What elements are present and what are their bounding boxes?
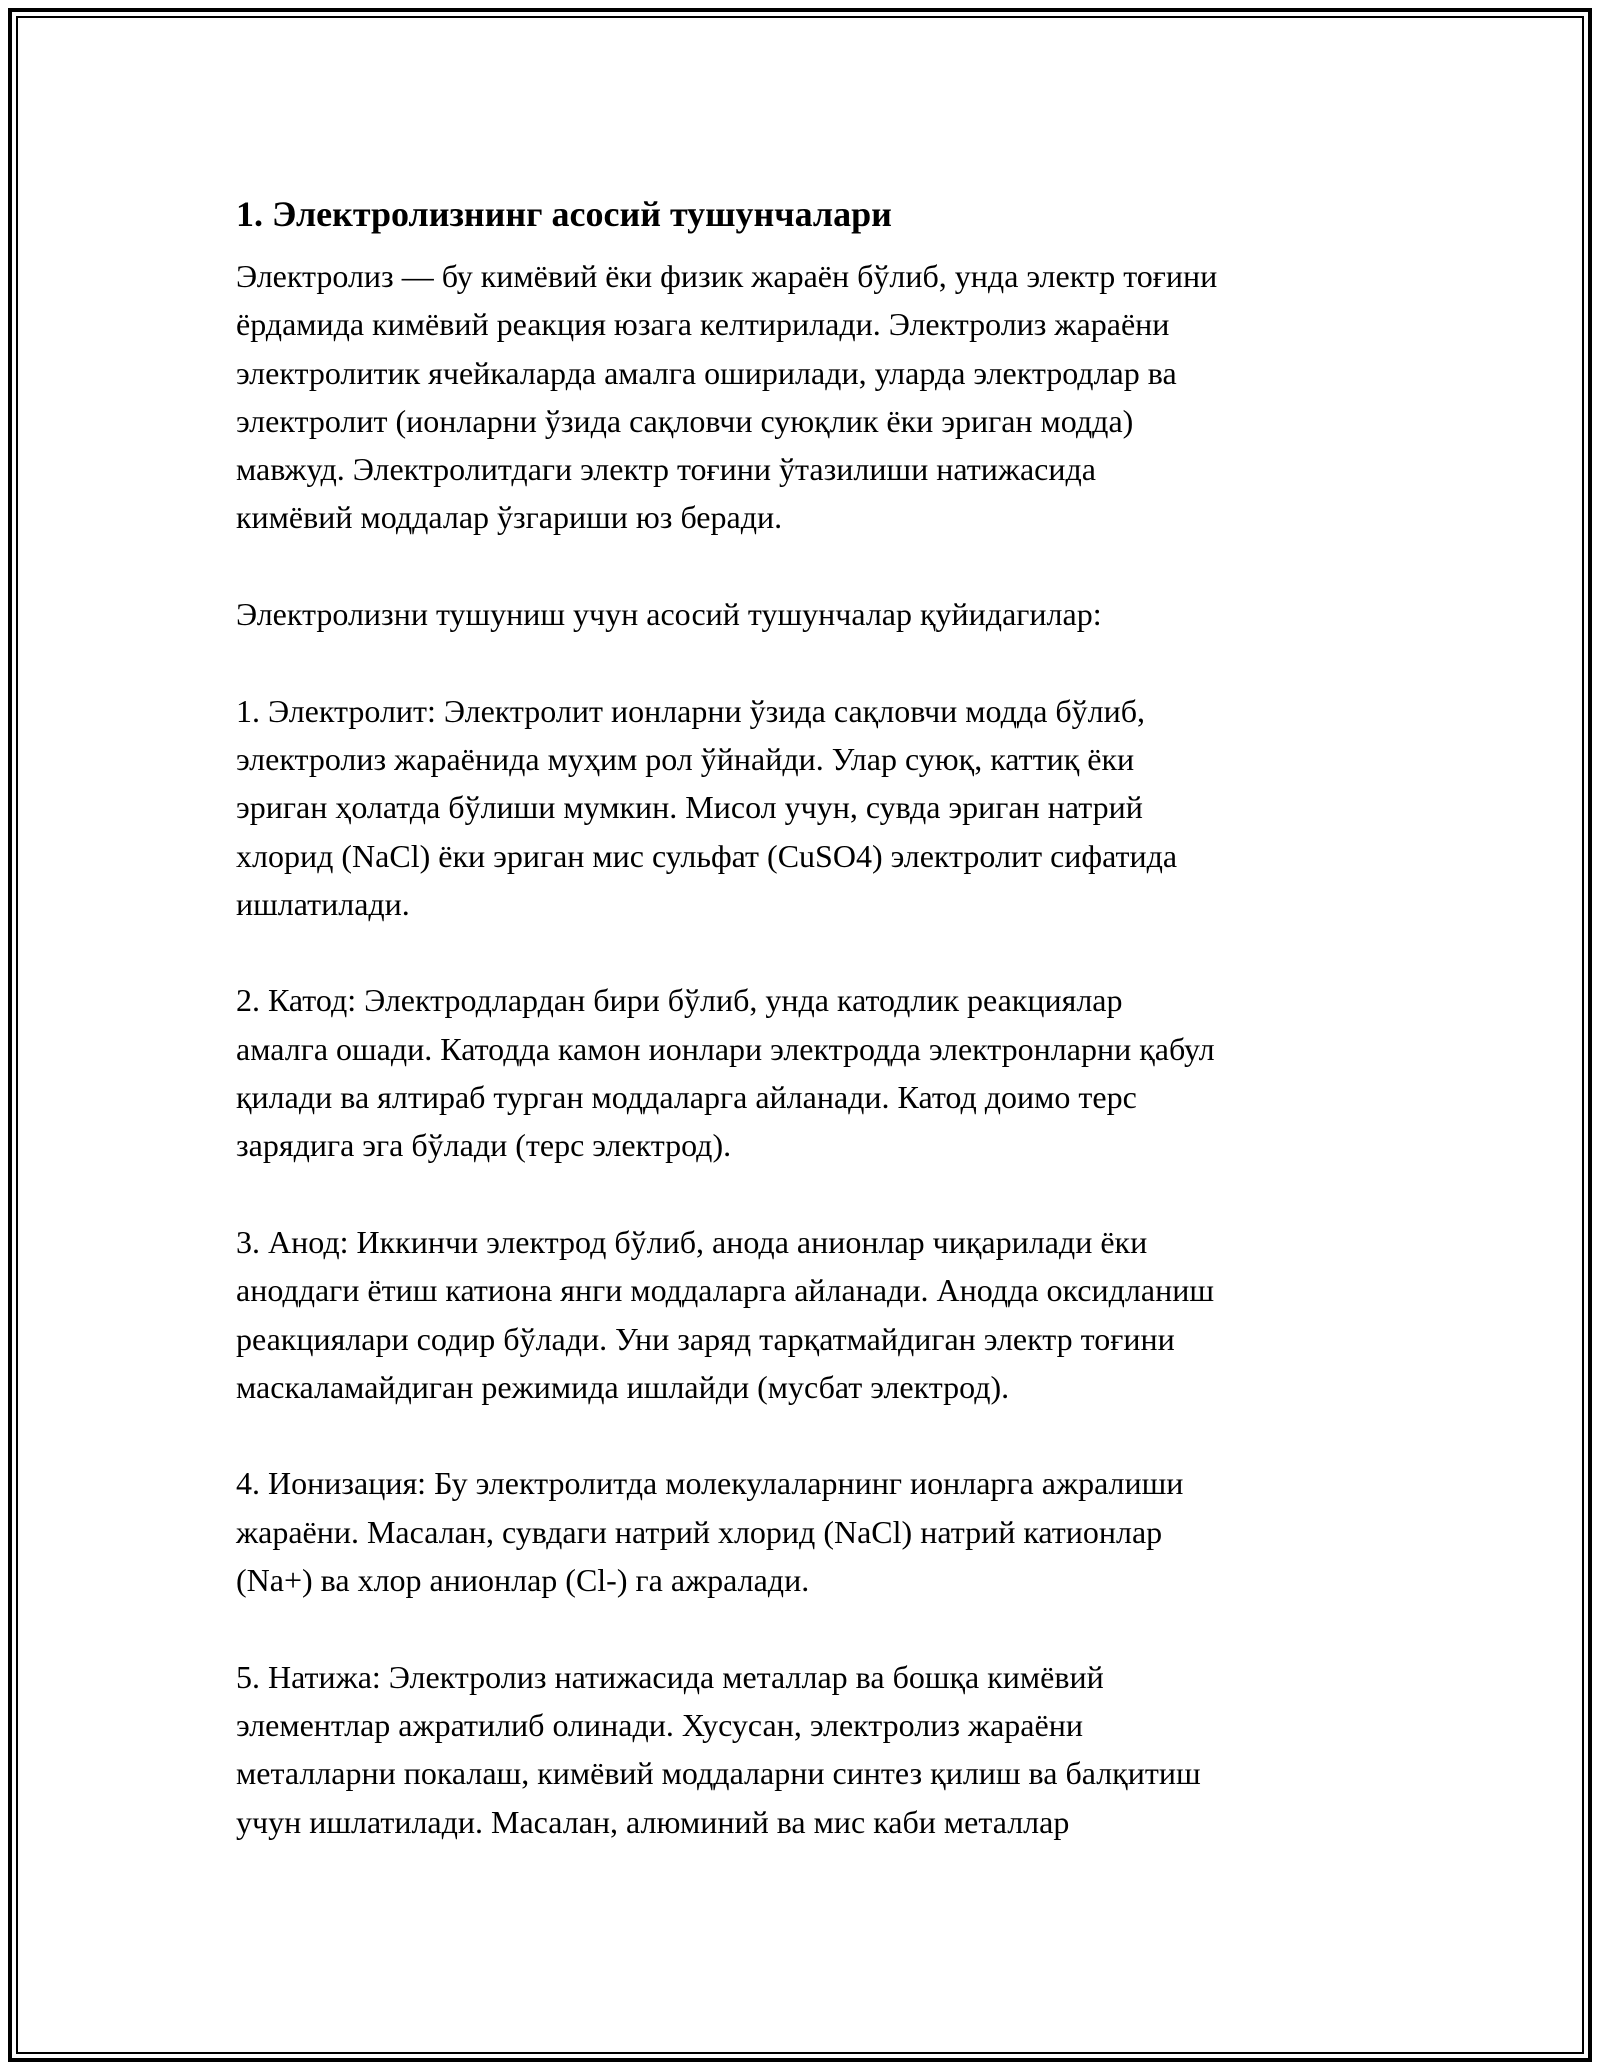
text-line: (Na+) ва хлор анионлар (Cl-) га ажралади. bbox=[236, 1562, 810, 1599]
text-line: аноддаги ётиш катиона янги моддаларга айланади. Анодда оксидланиш bbox=[236, 1272, 1214, 1309]
text-line: ишлатилади. bbox=[236, 885, 410, 922]
section-heading: 1. Электролизнинг асосий тушунчалари bbox=[236, 194, 892, 234]
text-line: электролит (ионларни ўзида сақловчи суюқлик ёки эриган модда) bbox=[236, 402, 1134, 439]
paragraph-item-cathode bbox=[236, 976, 1376, 1169]
text-line: ёрдамида кимёвий реакция юзага келтирилади. Электролиз жараёни bbox=[236, 306, 1170, 343]
text-line: 1. Электролит: Электролит ионларни ўзида сақловчи модда бўлиб, bbox=[236, 692, 1146, 729]
text-line: Электролизни тушуниш учун асосий тушунчалар қуйидагилар: bbox=[236, 596, 1102, 633]
text-line: Электролиз — бу кимёвий ёки физик жараён бўлиб, унда электр тоғини bbox=[236, 258, 1218, 294]
text-line: 2. Катод: Электродлардан бири бўлиб, унда катодлик реакциялар bbox=[236, 982, 1123, 1019]
text-line: 3. Анод: Иккинчи электрод бўлиб, анода анионлар чиқарилади ёки bbox=[236, 1223, 1148, 1260]
paragraph-intro bbox=[236, 252, 1376, 542]
text-line: жараёни. Масалан, сувдаги натрий хлорид (NaCl) натрий катионлар bbox=[236, 1513, 1163, 1550]
text-line: металларни покалаш, кимёвий моддаларни синтез қилиш ва балқитиш bbox=[236, 1755, 1201, 1792]
text-line: зарядига эга бўлади (терс электрод). bbox=[236, 1127, 732, 1164]
paragraph-concepts-intro bbox=[236, 590, 1376, 638]
text-line: электролиз жараёнида муҳим рол ўйнайди. Улар суюқ, каттиқ ёки bbox=[236, 740, 1135, 777]
document-body bbox=[236, 186, 1376, 1894]
text-line: мавжуд. Электролитдаги электр тоғини ўтазилиши натижасида bbox=[236, 451, 1096, 488]
text-line: 4. Ионизация: Бу электролитда молекулаларнинг ионларга ажралиши bbox=[236, 1465, 1184, 1502]
paragraph-item-ionization bbox=[236, 1459, 1376, 1604]
text-line: учун ишлатилади. Масалан, алюминий ва мис каби металлар bbox=[236, 1803, 1070, 1840]
text-line: реакциялари содир бўлади. Уни заряд тарқатмайдиган электр тоғини bbox=[236, 1320, 1175, 1357]
text-line: хлорид (NaCl) ёки эриган мис сульфат (CuSO4) электролит сифатида bbox=[236, 837, 1178, 874]
paragraph-item-result bbox=[236, 1653, 1376, 1846]
text-line: қилади ва ялтираб турган моддаларга айланади. Катод доимо терс bbox=[236, 1079, 1137, 1116]
text-line: эриган ҳолатда бўлиши мумкин. Мисол учун, сувда эриган натрий bbox=[236, 789, 1143, 826]
paragraph-item-electrolyte bbox=[236, 687, 1376, 928]
text-line: 5. Натижа: Электролиз натижасида металлар ва бошқа кимёвий bbox=[236, 1658, 1104, 1695]
paragraph-item-anode bbox=[236, 1218, 1376, 1411]
text-line: кимёвий моддалар ўзгариши юз беради. bbox=[236, 499, 783, 536]
text-line: маскаламайдиган режимида ишлайди (мусбат электрод). bbox=[236, 1368, 1010, 1405]
text-line: амалга ошади. Катодда камон ионлари электродда электронларни қабул bbox=[236, 1030, 1215, 1067]
text-line: электролитик ячейкаларда амалга оширилади, уларда электродлар ва bbox=[236, 354, 1177, 391]
text-line: элементлар ажратилиб олинади. Хусусан, электролиз жараёни bbox=[236, 1706, 1083, 1743]
